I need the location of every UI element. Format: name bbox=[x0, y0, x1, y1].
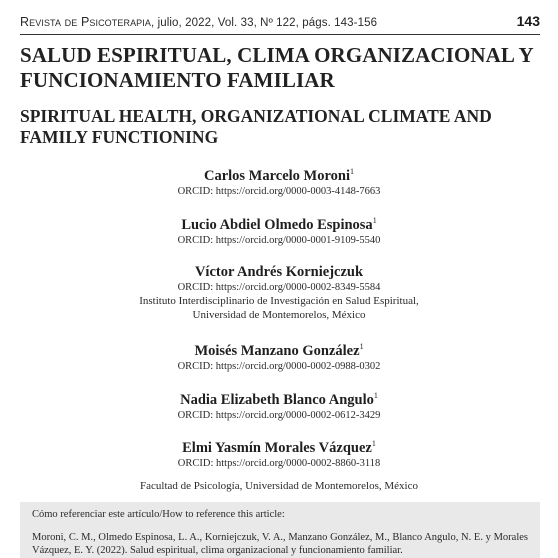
affiliation-line: Universidad de Montemorelos, México bbox=[192, 308, 366, 321]
author-block bbox=[0, 212, 558, 247]
title-english: SPIRITUAL HEALTH, ORGANIZATIONAL CLIMATE AND FAMILY FUNCTIONING bbox=[20, 106, 492, 147]
title-spanish: SALUD ESPIRITUAL, CLIMA ORGANIZACIONAL Y FUNCIONAMIENTO FAMILIAR bbox=[20, 43, 533, 92]
author-name: Nadia Elizabeth Blanco Angulo$^1$ bbox=[180, 391, 378, 408]
author-orcid: ORCID: https://orcid.org/0000-0002-8349-5584 bbox=[177, 281, 381, 293]
author-orcid: ORCID: https://orcid.org/0000-0002-0612-3429 bbox=[177, 409, 381, 421]
author-name: Lucio Abdiel Olmedo Espinosa$^1$ bbox=[181, 216, 377, 233]
author-block bbox=[0, 163, 558, 198]
reference-text: Moroni, C. M., Olmedo Espinosa, L. A., Korniejczuk, V. A., Manzano González, M., Blanco Angulo, N. E. y Morales Vázquez, E. Y. (2022). Salud espiritual, clima organizacional y funcionamiento familiar. bbox=[32, 532, 528, 556]
author-orcid: ORCID: https://orcid.org/0000-0001-9109-5540 bbox=[177, 234, 381, 246]
affiliation-line: Instituto Interdisciplinario de Investigación en Salud Espiritual, bbox=[139, 294, 419, 307]
author-block bbox=[0, 435, 558, 470]
author-orcid: ORCID: https://orcid.org/0000-0002-8860-3118 bbox=[177, 457, 381, 469]
journal-citation bbox=[20, 15, 377, 29]
journal-name: Revista de Psicoterapia bbox=[20, 15, 151, 29]
page-header bbox=[20, 13, 540, 29]
author-name: Moisés Manzano González$^1$ bbox=[194, 342, 364, 359]
author-block bbox=[0, 387, 558, 422]
reference-title: Cómo referenciar este artículo/How to reference this article: bbox=[32, 509, 285, 520]
author-name: Elmi Yasmín Morales Vázquez$^1$ bbox=[182, 439, 376, 456]
author-orcid: ORCID: https://orcid.org/0000-0003-4148-7663 bbox=[177, 185, 381, 197]
journal-details: , julio, 2022, Vol. 33, Nº 122, págs. 143-156 bbox=[151, 17, 378, 29]
faculty-affiliation: Facultad de Psicología, Universidad de Montemorelos, México bbox=[140, 480, 418, 492]
author-name: Víctor Andrés Korniejczuk bbox=[194, 263, 364, 280]
author-block bbox=[0, 338, 558, 373]
header-rule bbox=[20, 34, 540, 35]
author-block bbox=[0, 259, 558, 322]
author-name: Carlos Marcelo Moroni$^1$ bbox=[203, 167, 355, 184]
page-number: 143 bbox=[516, 13, 540, 29]
author-orcid: ORCID: https://orcid.org/0000-0002-0988-0302 bbox=[177, 360, 381, 372]
reference-box bbox=[20, 502, 540, 558]
